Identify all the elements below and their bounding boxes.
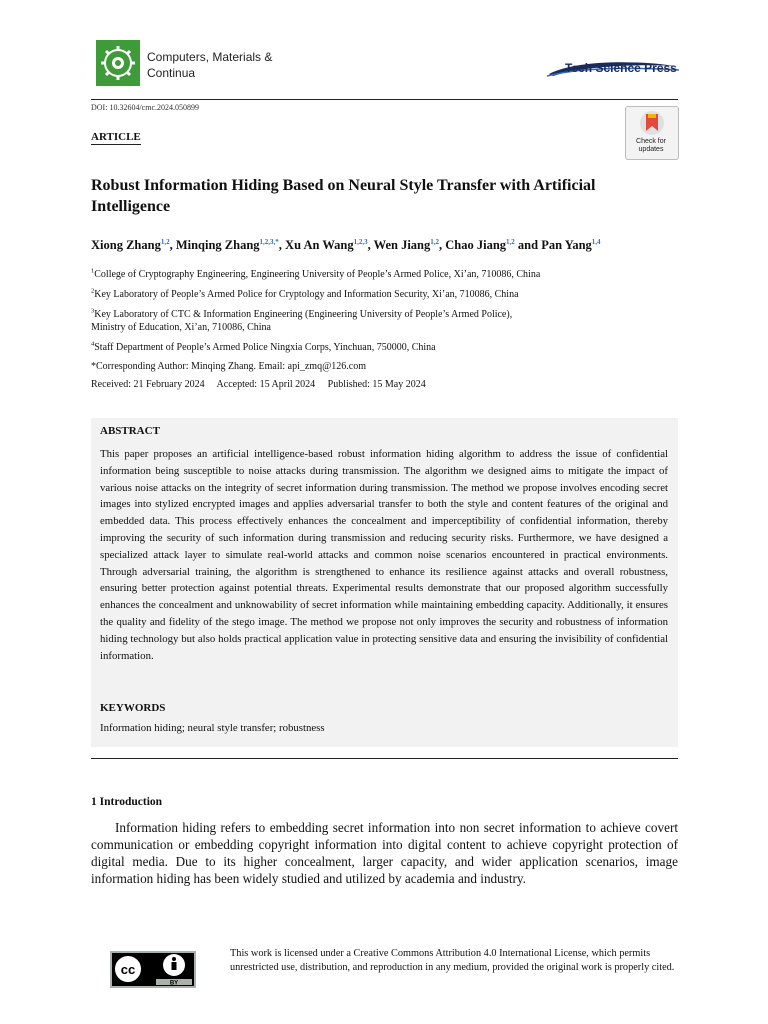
- author-name[interactable]: Xu An Wang: [285, 238, 354, 252]
- author-name[interactable]: Xiong Zhang: [91, 238, 161, 252]
- article-type: ARTICLE: [91, 131, 141, 143]
- author-name[interactable]: Pan Yang: [541, 238, 592, 252]
- affiliation: $^4$Staff Department of People’s Armed Police Ningxia Corps, Yinchuan, 750000, China: [91, 340, 436, 353]
- keywords-heading: KEYWORDS: [100, 702, 166, 714]
- author-name[interactable]: Chao Jiang: [445, 238, 507, 252]
- paper-title: Robust Information Hiding Based on Neural Style Transfer with Artificial Intelligence: [91, 177, 596, 215]
- header-rule: [91, 99, 678, 100]
- accepted-date: Accepted: 15 April 2024: [216, 379, 316, 390]
- section-rule: [91, 758, 678, 759]
- author-name[interactable]: Minqing Zhang: [175, 238, 260, 252]
- affiliation: $^1$College of Cryptography Engineering, Engineering University of People’s Armed Police, Xi’an, 710086, China: [91, 267, 541, 280]
- affiliation: $^2$Key Laboratory of People’s Armed Police for Cryptology and Information Security, Xi’an, 710086, China: [91, 287, 519, 300]
- license-text: This work is licensed under a Creative Commons Attribution 4.0 International License, which permits unrestricted use, distribution, and reproduction in any medium, provided the original work is properly cited.: [230, 948, 675, 973]
- svg-text:cc: cc: [120, 962, 136, 977]
- received-date: Received: 21 February 2024: [91, 379, 205, 390]
- doi[interactable]: DOI: 10.32604/cmc.2024.050899: [91, 103, 199, 112]
- abstract-text: This paper proposes an artificial intelligence-based robust information hiding algorithm to address the issue of confidential information being susceptible to noise attacks during transmission. The algorithm we designed aims to mitigate the impact of various noise attacks on the integrity of secret information during transmission. The method we propose involves encoding secret images into stylized encrypted images and applies adversarial transfer to both the style and content features of the original and embedded data. This process effectively enhances the concealment and imperceptibility of confidential information, thereby improving the security of such information during transmission and reducing security risks. Furthermore, we have designed a specialized attack layer to simulate real-world attacks and common noise scenarios encountered in practical environments. Through adversarial training, the algorithm is strengthened to enhance its resilience against attacks and overall robustness, ensuring better protection against potential threats. Experimental results demonstrate that our proposed algorithm successfully enhances the concealment and unknowability of secret information while maintaining embedding capacity. Additionally, it ensures the quality and fidelity of the stego image. The method we propose not only improves the security and robustness of information hiding technology but also holds practical application value in protecting sensitive data and ensuring the invisibility of confidential information.: [100, 448, 668, 662]
- author-list: Xiong Zhang$^{1,2}$, Minqing Zhang$^{1,2,3,*}$, Xu An Wang$^{1,2,3}$, Wen Jiang$^{1,2}$, Chao Jiang$^{1,2}$ and Pan Yang$^{1,4}$: [91, 237, 601, 252]
- published-date: Published: 15 May 2024: [327, 379, 426, 390]
- cc-by-license-badge[interactable]: [110, 951, 196, 988]
- corresponding-author: *Corresponding Author: Minqing Zhang. Email: api_zmq@126.com: [91, 361, 367, 372]
- bookmark-icon: [626, 107, 678, 141]
- journal-logo: [96, 40, 140, 86]
- abstract-heading: ABSTRACT: [100, 425, 160, 437]
- author-name[interactable]: Wen Jiang: [373, 238, 431, 252]
- section-heading: 1 Introduction: [91, 796, 163, 808]
- svg-text:BY: BY: [169, 980, 179, 987]
- publisher-name: Tech Science Press: [565, 61, 677, 75]
- keywords-text: Information hiding; neural style transfer; robustness: [100, 722, 325, 734]
- publication-dates: [91, 379, 426, 390]
- intro-paragraph: Information hiding refers to embedding secret information into non secret information to achieve covert communication or embedding copyright information into digital content to achieve copyright protection of digital media. Due to its higher concealment, larger capacity, and wider application scenarios, image information hiding has been widely studied and utilized by academia and industry.: [91, 820, 678, 886]
- check-for-updates-label: Check for updates: [636, 138, 666, 153]
- affiliation: $^3$Key Laboratory of CTC & Information Engineering (Engineering University of People’s Armed Police), Ministry of Education, Xi’an, 710086, China: [91, 307, 513, 333]
- journal-name: Computers, Materials & Continua: [147, 50, 273, 80]
